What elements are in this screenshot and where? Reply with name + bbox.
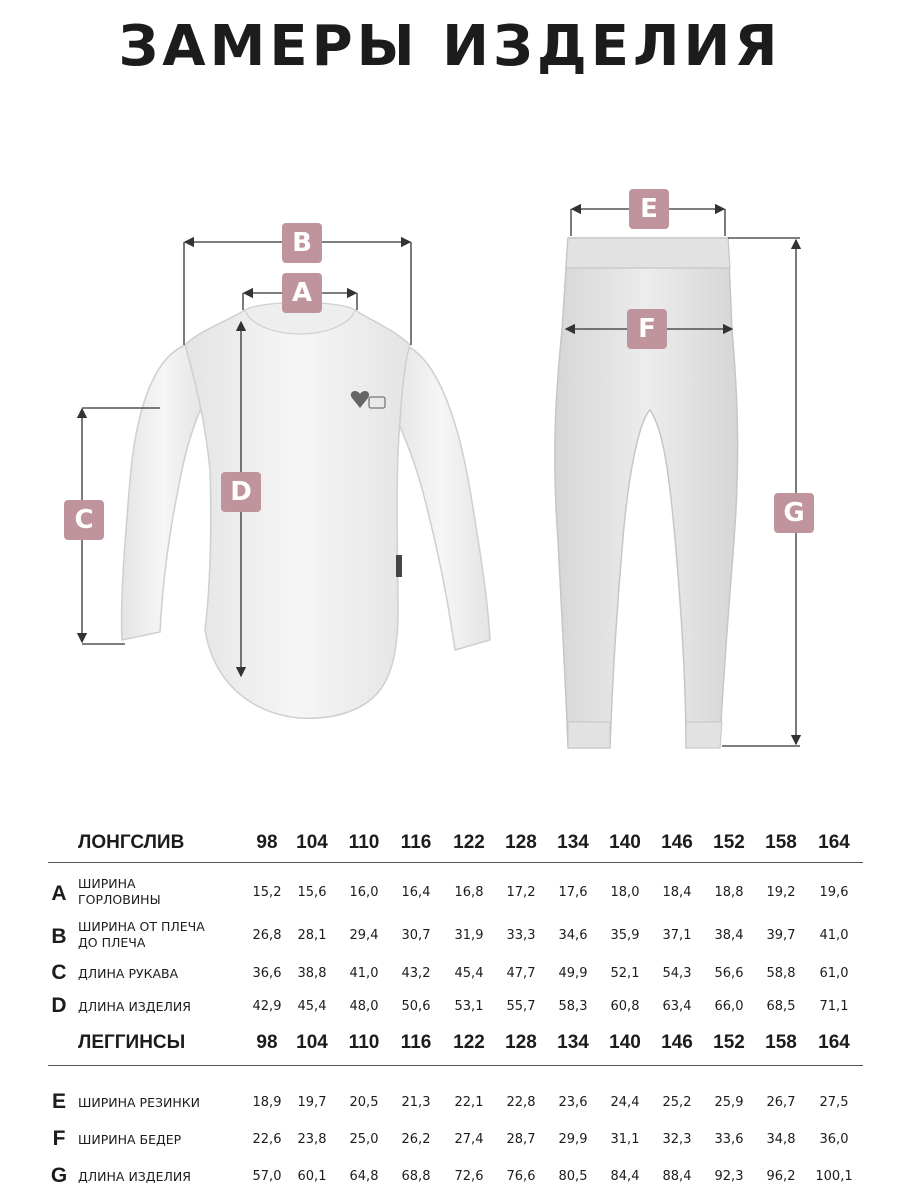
table-cell: 36,6 — [252, 966, 282, 981]
badge-e: E — [629, 189, 669, 229]
table-cell: 58,8 — [766, 966, 796, 981]
table-cell: 24,4 — [610, 1095, 640, 1110]
table-cell: 22,8 — [506, 1095, 536, 1110]
divider — [48, 1065, 863, 1066]
size-header: 116 — [400, 1032, 432, 1053]
table-cell: 45,4 — [454, 966, 484, 981]
row-letter: E — [51, 1090, 66, 1113]
table-cell: 26,8 — [252, 928, 282, 943]
table-cell: 33,6 — [714, 1132, 744, 1147]
row-label — [78, 966, 238, 982]
size-header: 158 — [765, 1032, 797, 1053]
size-header: 98 — [256, 1032, 278, 1053]
size-header: 104 — [296, 1032, 328, 1053]
row-label-line: ДЛИНА ИЗДЕЛИЯ — [78, 1169, 191, 1184]
table-cell: 49,9 — [558, 966, 588, 981]
table-cell: 71,1 — [819, 999, 849, 1014]
table-cell: 16,8 — [454, 885, 484, 900]
size-header: 134 — [557, 832, 589, 853]
table-cell: 41,0 — [349, 966, 379, 981]
size-header: 140 — [609, 1032, 641, 1053]
table-cell: 43,2 — [401, 966, 431, 981]
size-header: 128 — [505, 1032, 537, 1053]
badge-f: F — [627, 309, 667, 349]
row-letter: A — [51, 882, 67, 905]
table-cell: 31,1 — [610, 1132, 640, 1147]
table-row — [0, 1125, 900, 1159]
table-cell: 29,4 — [349, 928, 379, 943]
table-cell: 15,6 — [297, 885, 327, 900]
size-header: 146 — [661, 1032, 693, 1053]
size-header: 98 — [256, 832, 278, 853]
table-row — [0, 1088, 900, 1122]
table-cell: 84,4 — [610, 1169, 640, 1184]
row-letter: C — [51, 961, 67, 984]
table-cell: 20,5 — [349, 1095, 379, 1110]
table-cell: 76,6 — [506, 1169, 536, 1184]
row-label-line: ШИРИНА — [78, 876, 136, 891]
table-cell: 57,0 — [252, 1169, 282, 1184]
table-cell: 41,0 — [819, 928, 849, 943]
table-cell: 36,0 — [819, 1132, 849, 1147]
table-cell: 38,8 — [297, 966, 327, 981]
table-cell: 19,2 — [766, 885, 796, 900]
table-cell: 47,7 — [506, 966, 536, 981]
table-cell: 31,9 — [454, 928, 484, 943]
table-cell: 32,3 — [662, 1132, 692, 1147]
table-cell: 30,7 — [401, 928, 431, 943]
size-header: 104 — [296, 832, 328, 853]
table-cell: 19,7 — [297, 1095, 327, 1110]
table-cell: 25,9 — [714, 1095, 744, 1110]
table-cell: 25,0 — [349, 1132, 379, 1147]
row-letter: D — [51, 994, 67, 1017]
table-cell: 88,4 — [662, 1169, 692, 1184]
size-header: 128 — [505, 832, 537, 853]
table-cell: 34,8 — [766, 1132, 796, 1147]
size-header: 158 — [765, 832, 797, 853]
table-row — [0, 1162, 900, 1196]
longsleeve-shape — [122, 303, 490, 719]
table-cell: 18,0 — [610, 885, 640, 900]
table-cell: 55,7 — [506, 999, 536, 1014]
leggings-header — [0, 1032, 900, 1058]
table-cell: 21,3 — [401, 1095, 431, 1110]
divider — [48, 862, 863, 863]
table-cell: 52,1 — [610, 966, 640, 981]
table-cell: 15,2 — [252, 885, 282, 900]
table-cell: 26,7 — [766, 1095, 796, 1110]
table-cell: 27,4 — [454, 1132, 484, 1147]
size-header: 110 — [348, 832, 380, 853]
size-header: 146 — [661, 832, 693, 853]
table-row — [0, 992, 900, 1026]
table-cell: 34,6 — [558, 928, 588, 943]
row-label-line: ШИРИНА ОТ ПЛЕЧА — [78, 919, 205, 934]
size-header: 152 — [713, 832, 745, 853]
table-cell: 16,4 — [401, 885, 431, 900]
table-cell: 28,7 — [506, 1132, 536, 1147]
size-header: 152 — [713, 1032, 745, 1053]
size-header: 122 — [453, 1032, 485, 1053]
section-title: ЛОНГСЛИВ — [78, 832, 185, 853]
table-row — [0, 959, 900, 993]
row-label-line: ДО ПЛЕЧА — [78, 935, 146, 950]
table-cell: 18,8 — [714, 885, 744, 900]
row-label-line: ШИРИНА РЕЗИНКИ — [78, 1095, 200, 1110]
table-cell: 22,1 — [454, 1095, 484, 1110]
table-cell: 50,6 — [401, 999, 431, 1014]
row-label-line: ДЛИНА ИЗДЕЛИЯ — [78, 999, 191, 1014]
row-label-line: ШИРИНА БЕДЕР — [78, 1132, 182, 1147]
table-cell: 26,2 — [401, 1132, 431, 1147]
table-cell: 58,3 — [558, 999, 588, 1014]
table-cell: 38,4 — [714, 928, 744, 943]
table-cell: 72,6 — [454, 1169, 484, 1184]
table-cell: 100,1 — [815, 1169, 853, 1184]
table-cell: 68,5 — [766, 999, 796, 1014]
table-cell: 17,6 — [558, 885, 588, 900]
size-header: 164 — [818, 1032, 850, 1053]
table-cell: 37,1 — [662, 928, 692, 943]
table-cell: 61,0 — [819, 966, 849, 981]
row-label — [78, 1095, 238, 1111]
table-cell: 35,9 — [610, 928, 640, 943]
table-cell: 17,2 — [506, 885, 536, 900]
table-cell: 25,2 — [662, 1095, 692, 1110]
table-cell: 27,5 — [819, 1095, 849, 1110]
table-cell: 56,6 — [714, 966, 744, 981]
size-header: 110 — [348, 1032, 380, 1053]
badge-c: C — [64, 500, 104, 540]
table-row — [0, 876, 900, 910]
table-cell: 48,0 — [349, 999, 379, 1014]
size-header: 116 — [400, 832, 432, 853]
table-cell: 18,4 — [662, 885, 692, 900]
size-header: 164 — [818, 832, 850, 853]
row-label — [78, 999, 238, 1015]
table-cell: 54,3 — [662, 966, 692, 981]
badge-a: A — [282, 273, 322, 313]
size-header: 122 — [453, 832, 485, 853]
table-cell: 19,6 — [819, 885, 849, 900]
table-cell: 18,9 — [252, 1095, 282, 1110]
table-cell: 16,0 — [349, 885, 379, 900]
table-cell: 66,0 — [714, 999, 744, 1014]
table-cell: 60,1 — [297, 1169, 327, 1184]
table-cell: 45,4 — [297, 999, 327, 1014]
row-letter: F — [52, 1127, 66, 1150]
table-cell: 28,1 — [297, 928, 327, 943]
table-cell: 96,2 — [766, 1169, 796, 1184]
row-letter: B — [51, 925, 67, 948]
page-title: ЗАМЕРЫ ИЗДЕЛИЯ — [118, 14, 782, 79]
table-row — [0, 919, 900, 953]
table-cell: 60,8 — [610, 999, 640, 1014]
badge-d: D — [221, 472, 261, 512]
row-label-line: ГОРЛОВИНЫ — [78, 892, 161, 907]
badge-b: B — [282, 223, 322, 263]
table-cell: 39,7 — [766, 928, 796, 943]
table-cell: 42,9 — [252, 999, 282, 1014]
table-cell: 68,8 — [401, 1169, 431, 1184]
table-cell: 23,6 — [558, 1095, 588, 1110]
table-cell: 80,5 — [558, 1169, 588, 1184]
row-label — [78, 919, 238, 951]
table-cell: 53,1 — [454, 999, 484, 1014]
size-header: 134 — [557, 1032, 589, 1053]
table-cell: 29,9 — [558, 1132, 588, 1147]
table-cell: 33,3 — [506, 928, 536, 943]
row-letter: G — [50, 1164, 68, 1187]
table-cell: 63,4 — [662, 999, 692, 1014]
row-label — [78, 1132, 238, 1148]
table-cell: 22,6 — [252, 1132, 282, 1147]
row-label-line: ДЛИНА РУКАВА — [78, 966, 179, 981]
row-label — [78, 1169, 238, 1185]
longsleeve-header — [0, 832, 900, 858]
size-header: 140 — [609, 832, 641, 853]
table-cell: 64,8 — [349, 1169, 379, 1184]
row-label — [78, 876, 238, 908]
table-cell: 92,3 — [714, 1169, 744, 1184]
section-title: ЛЕГГИНСЫ — [78, 1032, 186, 1053]
badge-g: G — [774, 493, 814, 533]
table-cell: 23,8 — [297, 1132, 327, 1147]
